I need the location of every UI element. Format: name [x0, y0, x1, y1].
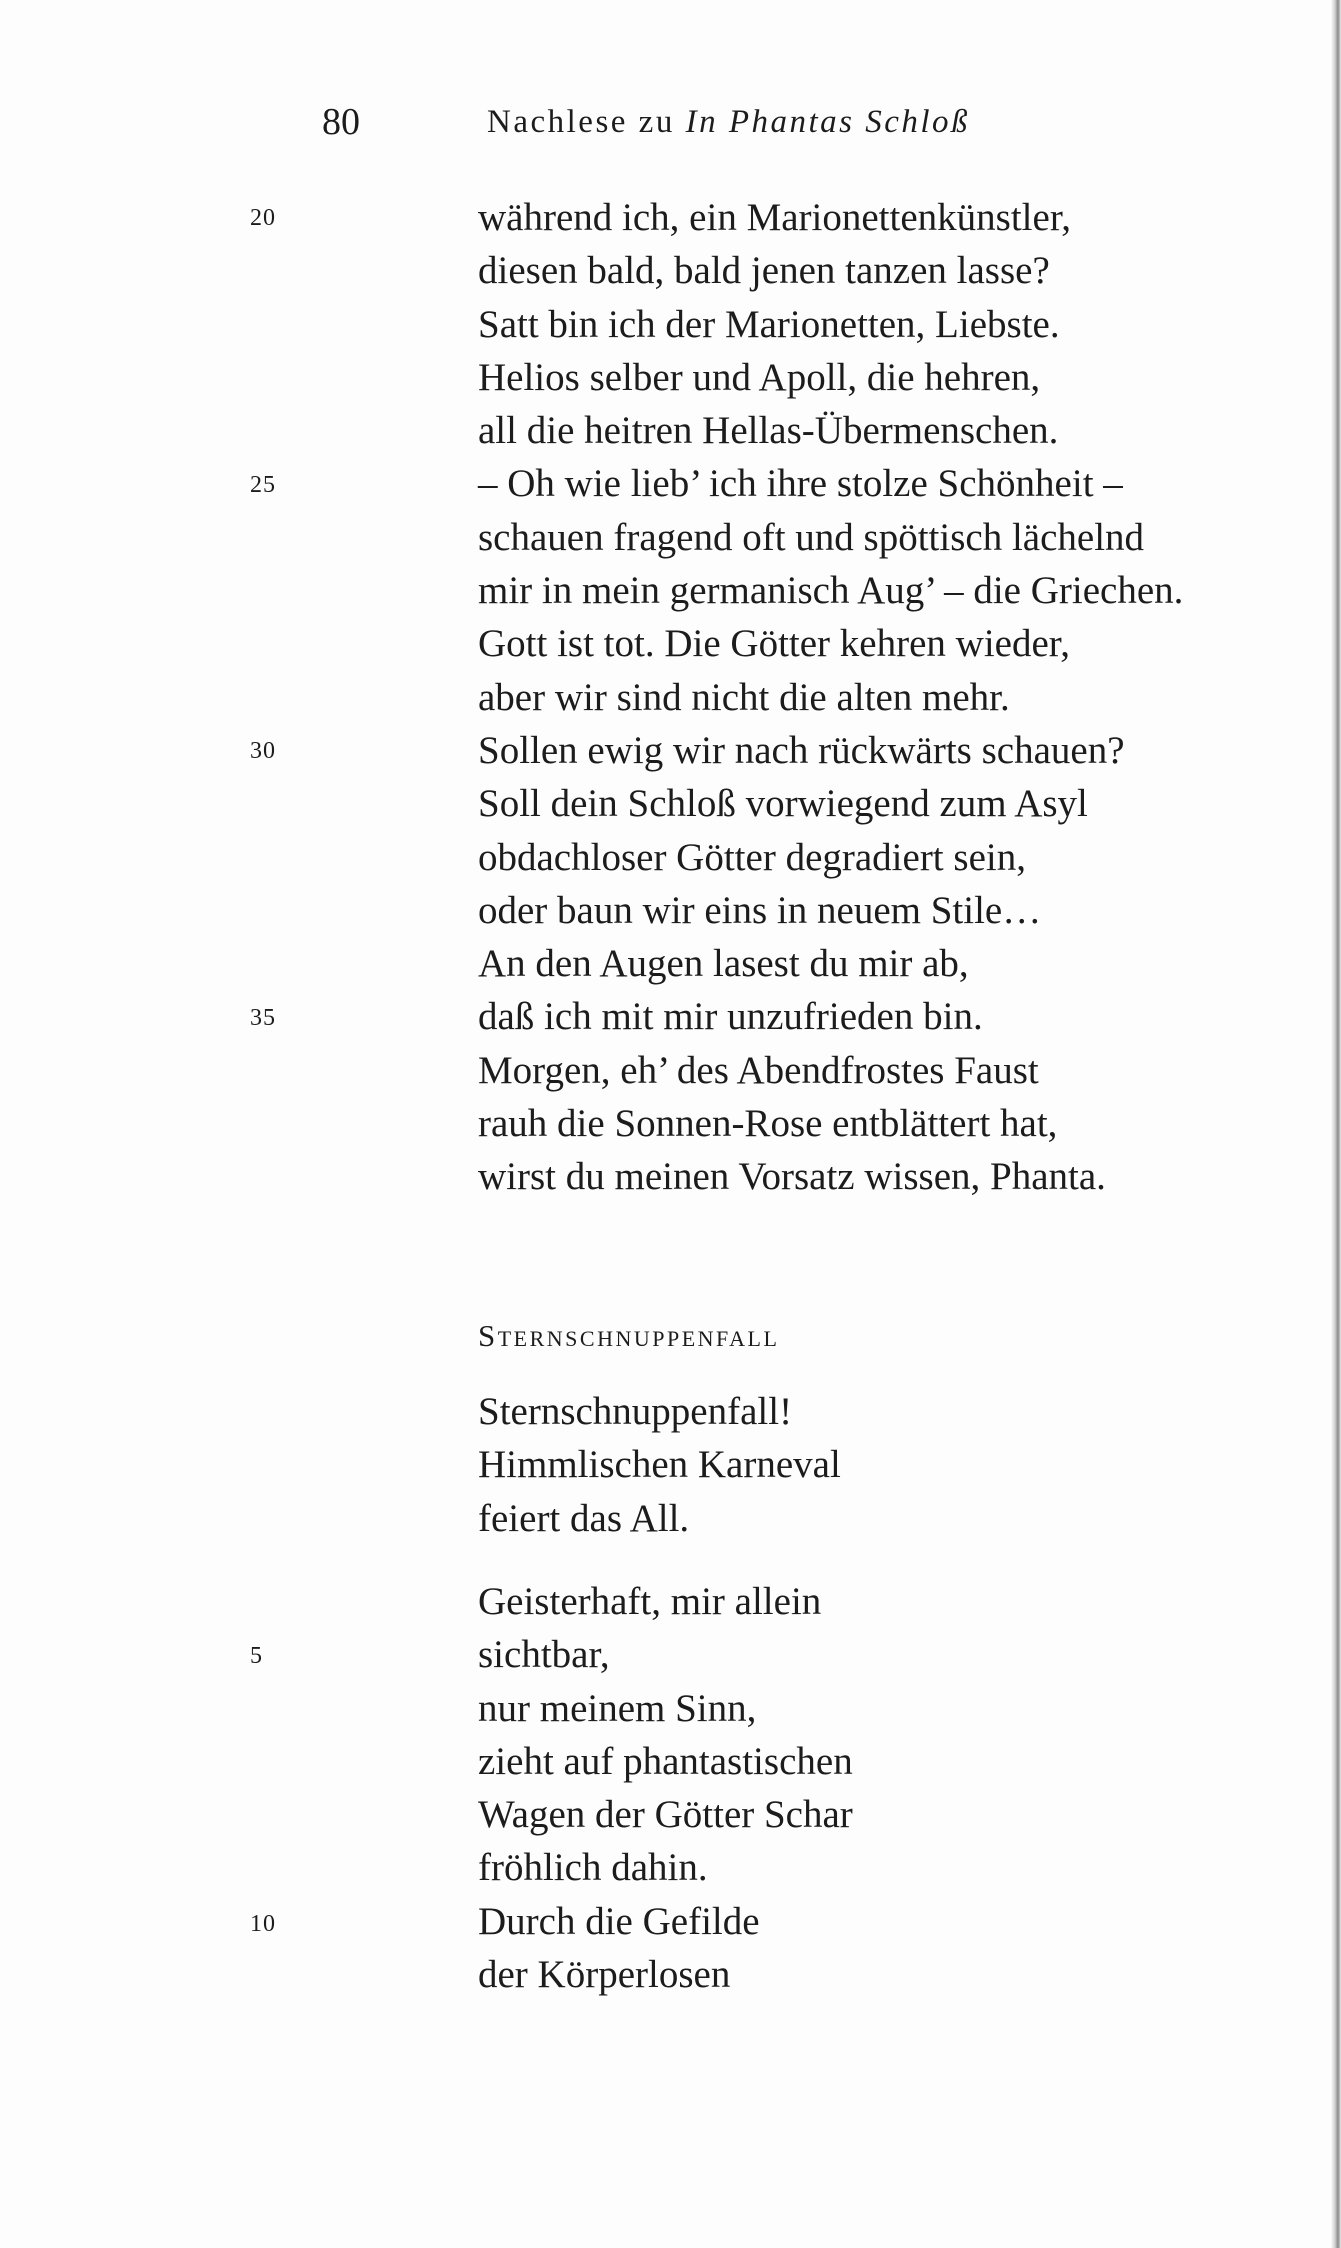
verse-line: zieht auf phantastischen — [478, 1739, 853, 1783]
poem1-verse — [478, 191, 1183, 1204]
poem2-stanza2 — [478, 1575, 853, 2001]
line-number: 25 — [250, 472, 276, 498]
verse-line: fröhlich dahin. — [478, 1846, 708, 1890]
line-number: 20 — [250, 205, 276, 231]
verse-line: all die heitren Hellas-Übermenschen. — [478, 409, 1059, 453]
verse-line: während ich, ein Marionettenkünstler, — [478, 196, 1071, 239]
poem-title: Sternschnuppenfall — [478, 1318, 780, 1353]
verse-line: Satt bin ich der Marionetten, Liebste. — [478, 302, 1060, 346]
line-number: 5 — [250, 1643, 263, 1669]
verse-line: sichtbar, — [478, 1633, 610, 1677]
verse-line: schauen fragend oft und spöttisch lächelnd — [478, 515, 1145, 559]
verse-line: obdachloser Götter degradiert sein, — [478, 835, 1026, 879]
poem2-stanza1 — [478, 1385, 841, 1545]
running-title-prefix: Nachlese zu — [487, 104, 675, 140]
verse-line: wirst du meinen Vorsatz wissen, Phanta. — [478, 1155, 1106, 1199]
running-title-italic: In Phantas Schloß — [685, 104, 971, 140]
running-title — [487, 104, 970, 141]
page-edge — [1331, 0, 1341, 2248]
verse-line: diesen bald, bald jenen tanzen lasse? — [478, 249, 1050, 293]
verse-line: der Körperlosen — [478, 1953, 731, 1997]
verse-line: nur meinem Sinn, — [478, 1686, 757, 1730]
line-number: 35 — [250, 1005, 276, 1031]
line-number: 30 — [250, 738, 276, 764]
verse-line: Sollen ewig wir nach rückwärts schauen? — [478, 728, 1125, 772]
verse-line: – Oh wie lieb’ ich ihre stolze Schönheit – — [478, 462, 1123, 506]
verse-line: An den Augen lasest du mir ab, — [478, 942, 969, 986]
verse-line: Himmlischen Karneval — [478, 1443, 841, 1487]
verse-line: Sternschnuppenfall! — [478, 1390, 793, 1433]
verse-line: Durch die Gefilde — [478, 1899, 760, 1943]
page-number: 80 — [322, 101, 360, 143]
verse-line: rauh die Sonnen-Rose entblättert hat, — [478, 1102, 1058, 1146]
verse-line: oder baun wir eins in neuem Stile… — [478, 888, 1042, 932]
verse-line: mir in mein germanisch Aug’ – die Griechen. — [478, 569, 1184, 613]
verse-line: Helios selber und Apoll, die hehren, — [478, 355, 1041, 399]
verse-line: Wagen der Götter Schar — [478, 1793, 853, 1837]
verse-line: aber wir sind nicht die alten mehr. — [478, 675, 1010, 719]
verse-line: Morgen, eh’ des Abendfrostes Faust — [478, 1048, 1039, 1092]
verse-line: Gott ist tot. Die Götter kehren wieder, — [478, 622, 1070, 666]
verse-line: feiert das All. — [478, 1496, 690, 1540]
line-number: 10 — [250, 1911, 276, 1937]
verse-line: Soll dein Schloß vorwiegend zum Asyl — [478, 782, 1088, 826]
verse-line: Geisterhaft, mir allein — [478, 1580, 822, 1623]
verse-line: daß ich mit mir unzufrieden bin. — [478, 995, 983, 1039]
